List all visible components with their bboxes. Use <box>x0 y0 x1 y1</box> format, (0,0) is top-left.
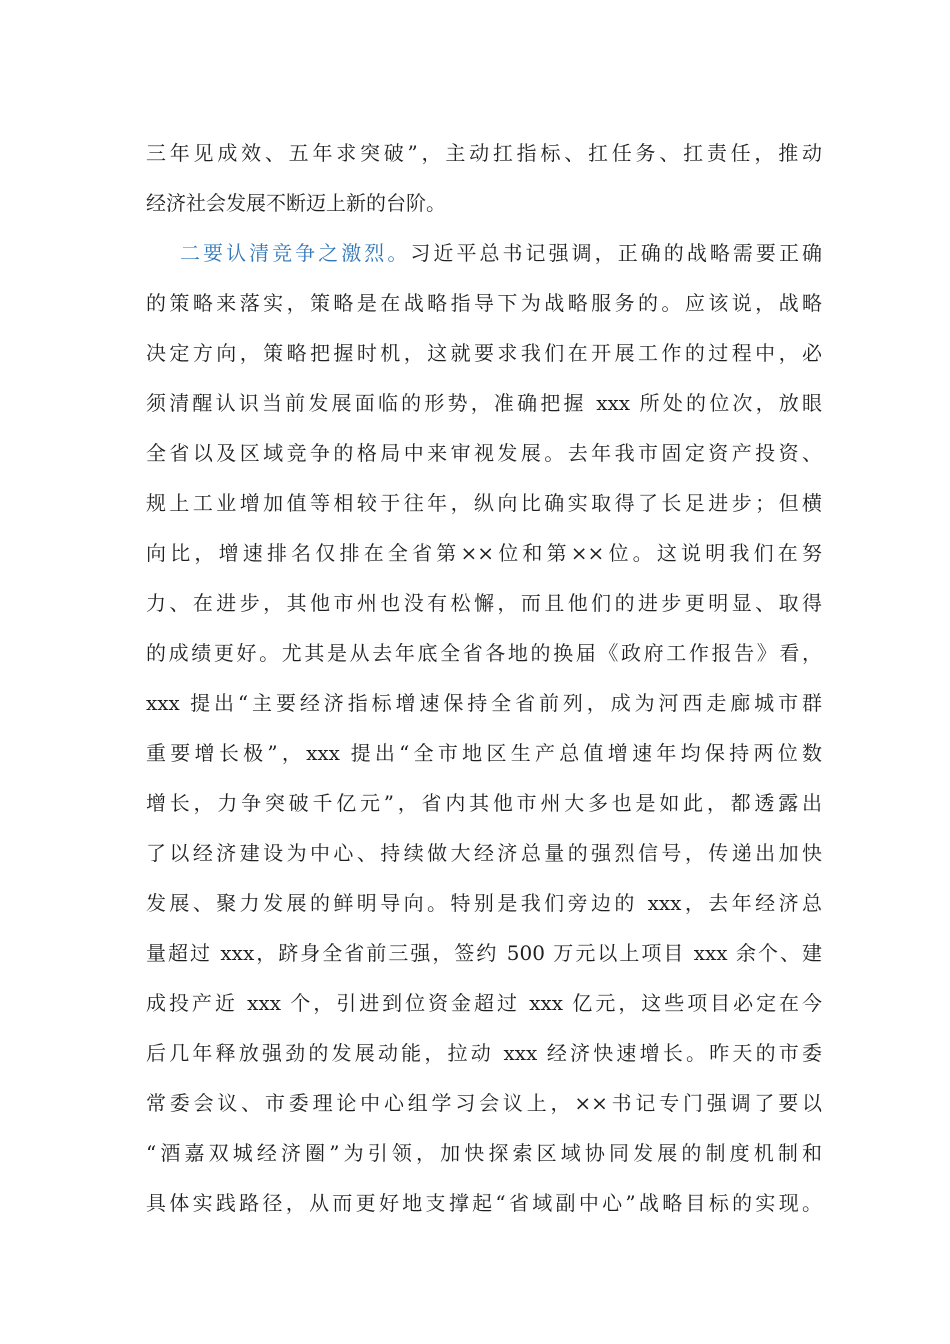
text-line: 常委会议、市委理论中心组学习会议上，××书记专门强调了要以 <box>146 1091 822 1115</box>
text-line: 增长，力争突破千亿元”，省内其他市州大多也是如此，都透露出 <box>146 791 822 815</box>
text-line: 三年见成效、五年求突破”，主动扛指标、扛任务、扛责任，推动 <box>146 141 822 165</box>
text-line: 量超过 xxx，跻身全省前三强，签约 500 万元以上项目 xxx 余个、建 <box>146 941 822 965</box>
text-line: 后几年释放强劲的发展动能，拉动 xxx 经济快速增长。昨天的市委 <box>146 1041 822 1065</box>
text-line: xxx 提出“主要经济指标增速保持全省前列，成为河西走廊城市群 <box>146 691 822 715</box>
text-line: 规上工业增加值等相较于往年，纵向比确实取得了长足进步；但横 <box>146 491 822 515</box>
text-line: 的策略来落实，策略是在战略指导下为战略服务的。应该说，战略 <box>146 291 822 315</box>
text-line: 重要增长极”，xxx 提出“全市地区生产总值增速年均保持两位数 <box>146 741 822 765</box>
text-line: 全省以及区域竞争的格局中来审视发展。去年我市固定资产投资、 <box>146 441 822 465</box>
section-heading: 二要认清竞争之激烈。 <box>180 241 411 265</box>
text-line: 的成绩更好。尤其是从去年底全省各地的换届《政府工作报告》看， <box>146 641 822 665</box>
text-line: 力、在进步，其他市州也没有松懈，而且他们的进步更明显、取得 <box>146 591 822 615</box>
text-line: 须清醒认识当前发展面临的形势，准确把握 xxx 所处的位次，放眼 <box>146 391 822 415</box>
text-line: 经济社会发展不断迈上新的台阶。 <box>146 191 446 215</box>
document-body <box>146 128 822 1228</box>
text-run: 习近平总书记强调，正确的战略需要正确 <box>410 241 822 265</box>
text-line: 成投产近 xxx 个，引进到位资金超过 xxx 亿元，这些项目必定在今 <box>146 991 822 1015</box>
text-line: 了以经济建设为中心、持续做大经济总量的强烈信号，传递出加快 <box>146 841 822 865</box>
text-line: 向比，增速排名仅排在全省第××位和第××位。这说明我们在努 <box>146 541 822 565</box>
text-line: 决定方向，策略把握时机，这就要求我们在开展工作的过程中，必 <box>146 341 822 365</box>
text-line: “酒嘉双城经济圈”为引领，加快探索区域协同发展的制度机制和 <box>146 1141 822 1165</box>
text-line: 具体实践路径，从而更好地支撑起“省域副中心”战略目标的实现。 <box>146 1191 822 1215</box>
paragraph-first-line <box>146 228 822 278</box>
text-line: 发展、聚力发展的鲜明导向。特别是我们旁边的 xxx，去年经济总 <box>146 891 822 915</box>
